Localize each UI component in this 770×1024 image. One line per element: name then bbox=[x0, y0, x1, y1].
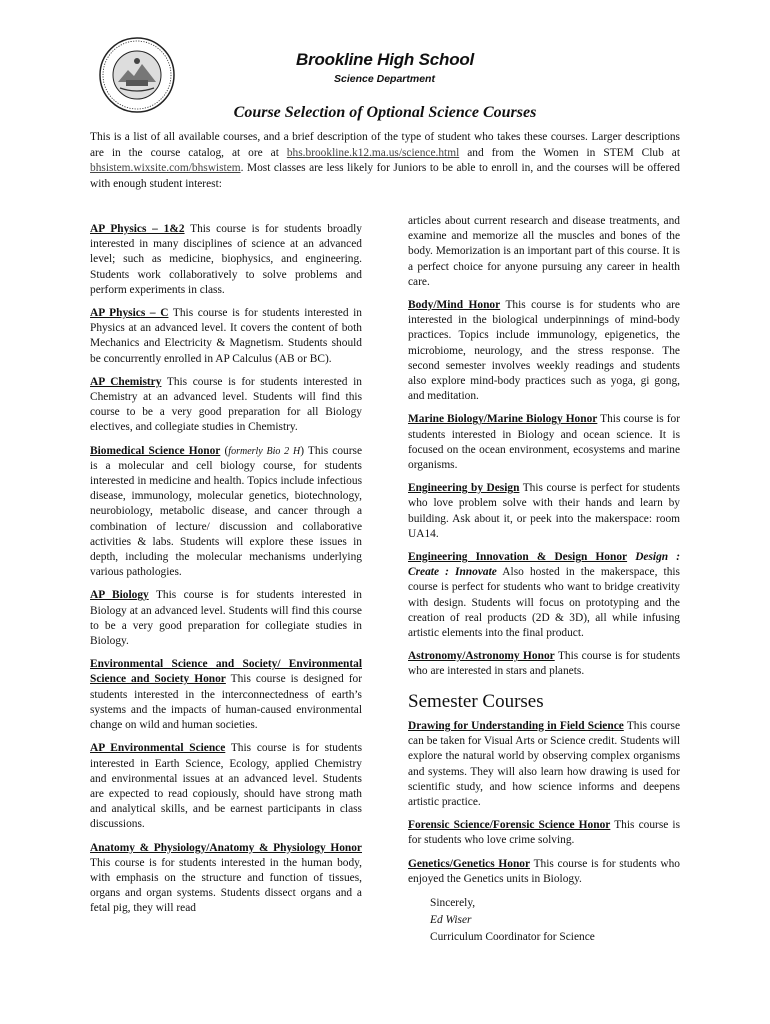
course-entry: Body/Mind Honor This course is for students who are interested in the biological underpinnings of mind-body practices. Topics include immunology, epigenetics, the microbiome, neurology, and the stress response. The second semester involves weekly readings and students also explore mind-body practices such as yoga, gi gong, and meditation. bbox=[408, 299, 680, 403]
left-column bbox=[90, 222, 362, 925]
course-subtitle: Design : Create : Innovate bbox=[408, 551, 680, 579]
right-column bbox=[408, 214, 680, 946]
course-entry: Engineering by Design This course is perfect for students who love problem solve with their hands and learn by building. Ask about it, or peek into the makerspace: room UA14. bbox=[408, 482, 680, 540]
course-entry: Forensic Science/Forensic Science Honor This course is for students who love crime solving. bbox=[408, 819, 680, 847]
course-entry: AP Biology This course is for students interested in Biology at an advanced level. Students will find this course to be a very good preparation for collegiate studies in Biology. bbox=[90, 589, 362, 648]
course-entry: Environmental Science and Society/ Environmental Science and Society Honor This course is designed for students interested in the interconnectedness of earth’s systems and the impacts of human-caused environmental change on wild and human societies. bbox=[90, 658, 362, 732]
course-name: Marine Biology/Marine Biology Honor bbox=[408, 413, 598, 426]
course-entry: Anatomy & Physiology/Anatomy & Physiology Honor This course is for students interested in the human body, with emphasis on the structure and function of tissues, organs and organ systems. Students dissect organs and a fetal pig, they will read bbox=[90, 841, 362, 915]
school-seal-logo bbox=[98, 36, 176, 114]
course-name: Anatomy & Physiology/Anatomy & Physiology Honor bbox=[90, 841, 362, 854]
science-page-link[interactable]: bhs.brookline.k12.ma.us/science.html bbox=[286, 146, 460, 159]
semester-heading: Semester Courses bbox=[408, 690, 544, 712]
course-entry: AP Environmental Science This course is for students interested in Earth Science, Ecology, applied Chemistry and environmental issues at an advanced level. Students are expected to read copiously, should have strong math and analytical skills, and be earnest participants in class discussions. bbox=[90, 742, 363, 831]
course-entry: Marine Biology/Marine Biology Honor This course is for students interested in Biology and ocean science. It is focused on the ocean environment, ecosystems and marine organisms. bbox=[408, 413, 680, 472]
signature-name: Ed Wiser bbox=[430, 913, 472, 926]
course-entry: AP Physics – 1&2 This course is for students broadly interested in many disciplines of science at an advanced level; such as medicine, biophysics, and engineering. Students work collaboratively to solve problems and perform experiments in class. bbox=[90, 223, 362, 296]
course-name: Drawing for Understanding in Field Science bbox=[408, 719, 624, 732]
course-name: Engineering by Design bbox=[408, 482, 520, 495]
course-entry: Drawing for Understanding in Field Science This course can be taken for Visual Arts or Science credit. Students will explore the natural world by observing complex organisms and systems. They will also learn how drawing is used for scientific study, and how science informs and deepens artistic practice. bbox=[408, 719, 680, 808]
course-name: AP Biology bbox=[90, 589, 149, 602]
signature-closing: Sincerely, bbox=[430, 896, 476, 909]
signature-block bbox=[430, 895, 680, 946]
course-name: AP Physics – 1&2 bbox=[90, 223, 185, 235]
course-name: AP Chemistry bbox=[90, 375, 162, 388]
course-name: Body/Mind Honor bbox=[408, 299, 501, 312]
department-name: Science Department bbox=[334, 73, 435, 85]
course-entry: AP Chemistry This course is for students interested in Chemistry at an advanced level. Students will find this course to be a very good preparation for all Biology electives, and collegiate studies in Chemistry. bbox=[90, 375, 362, 434]
course-name: Astronomy/Astronomy Honor bbox=[408, 650, 555, 663]
course-name: Genetics/Genetics Honor bbox=[408, 857, 531, 870]
course-name: Engineering Innovation & Design Honor bbox=[408, 551, 628, 564]
page-title: Course Selection of Optional Science Courses bbox=[233, 104, 537, 121]
signature-role: Curriculum Coordinator for Science bbox=[430, 930, 595, 943]
course-entry: Genetics/Genetics Honor This course is for students who enjoyed the Genetics units in Biology. bbox=[408, 857, 680, 885]
course-name: Biomedical Science Honor bbox=[90, 444, 221, 457]
course-continuation: articles about current research and disease treatments, and examine and memorize all the muscles and bones of the body. Memorization is an important part of this course. It is a perfect choice for anyone pursuing any career in health care. bbox=[408, 215, 680, 288]
course-entry: AP Physics – C This course is for students interested in Physics at an advanced level. It covers the content of both Mechanics and Electricity & Magnetism. Students should be concurrently enrolled in AP Calculus (AB or BC). bbox=[90, 307, 363, 365]
course-name: Environmental Science and Society/ Environmental Science and Society Honor bbox=[90, 658, 362, 686]
intro-paragraph: This is a list of all available courses, and a brief description of the type of student who takes these courses. Larger descriptions are in the course catalog, at ore at bhs.brookline.k12.ma.us/science.html and from the Women in STEM Club at bhsistem.wixsite.com/bhswistem. Most classes are less likely for Juniors to be able to enroll in, and the courses will be offered with enough student interest: bbox=[90, 131, 680, 190]
school-name: Brookline High School bbox=[296, 50, 475, 69]
course-entry: Astronomy/Astronomy Honor This course is for students who are interested in stars and planets. bbox=[408, 650, 681, 678]
course-entry: Engineering Innovation & Design Honor Design : Create : Innovate Also hosted in the makerspace, this course is perfect for students who want to bridge creativity with design. Students will focus on prototyping and the creation of real products (2D & 3D), all while infusing artistic elements into the final product. bbox=[408, 551, 680, 640]
course-name: Forensic Science/Forensic Science Honor bbox=[408, 819, 611, 832]
course-name: AP Physics – C bbox=[90, 307, 169, 320]
course-name: AP Environmental Science bbox=[90, 742, 226, 755]
course-note: formerly Bio 2 H bbox=[228, 445, 301, 457]
wistem-link[interactable]: bhsistem.wixsite.com/bhswistem bbox=[90, 162, 241, 175]
course-entry: Biomedical Science Honor (formerly Bio 2 H) This course is a molecular and cell biology course, for students interested in medicine and health. Topics include infectious disease, immunology, molecular genetics, biotechnology, neurobiology, metabolic disease, and cancer through a combination of lecture/ discussion and collaborative activities & labs. Students will explore these issues in depth, including the molecular mechanisms underlying various pathologies. bbox=[90, 444, 363, 579]
